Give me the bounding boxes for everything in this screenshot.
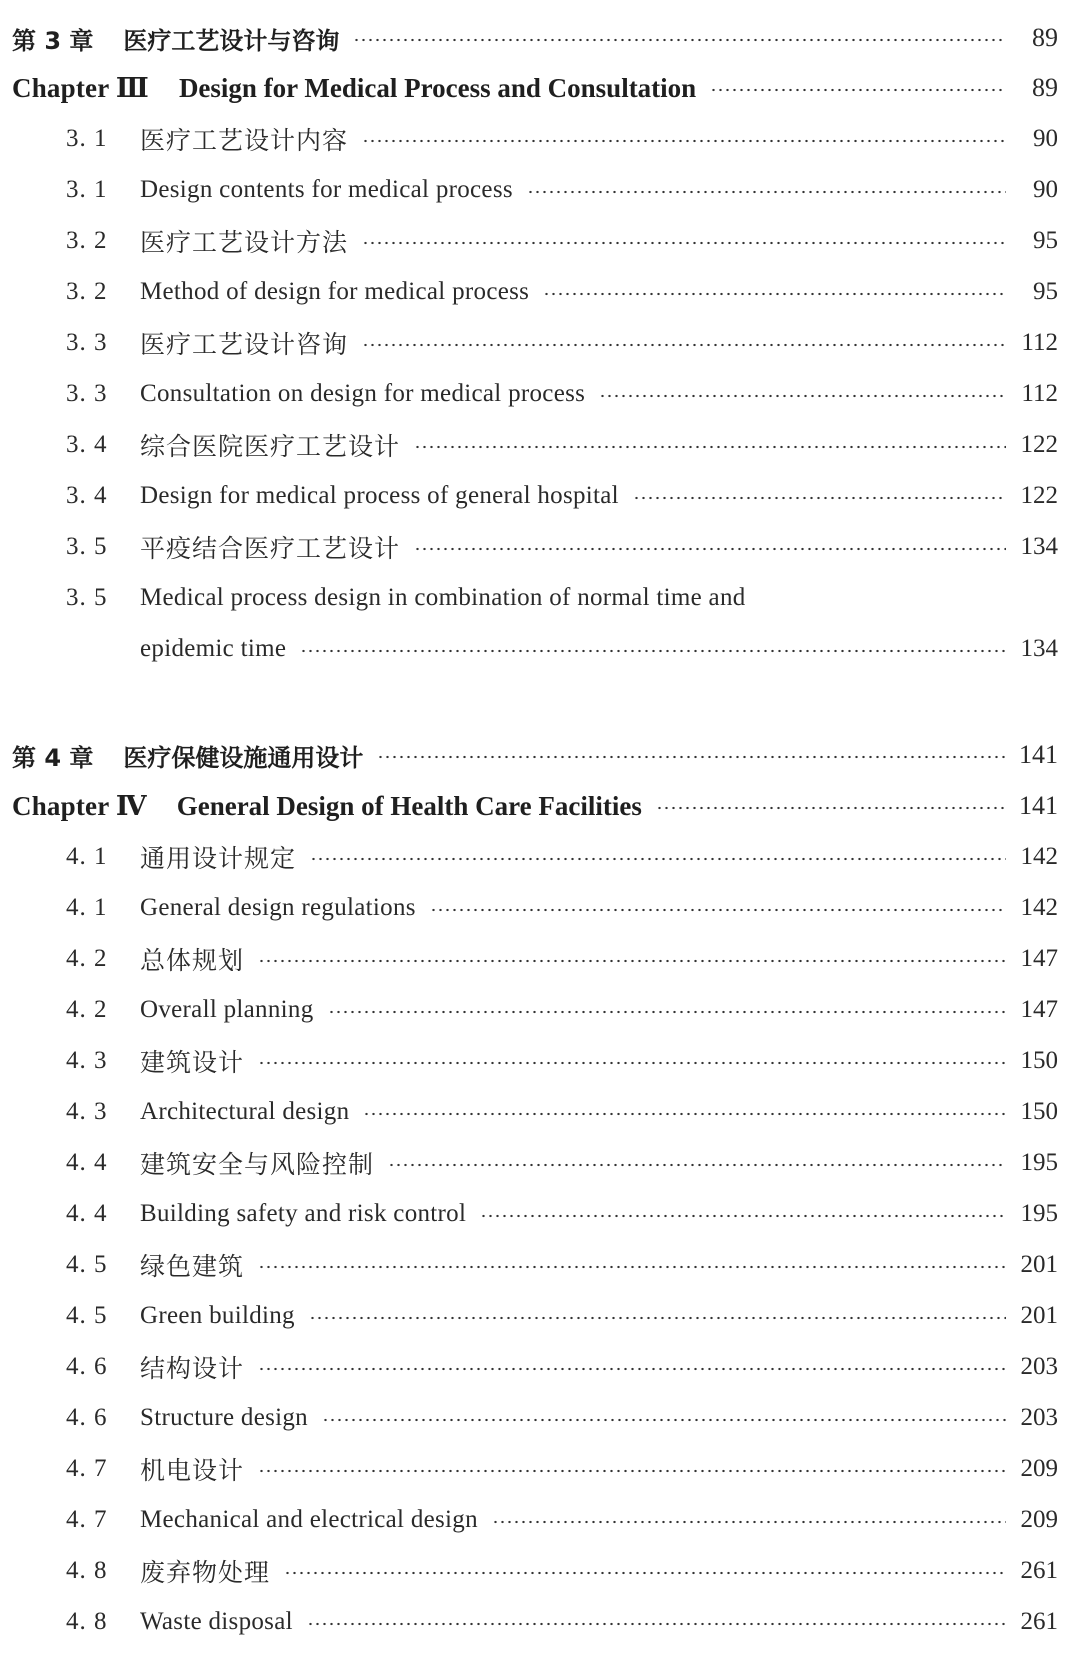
dot-leader [353,38,1006,42]
page-number: 122 [1020,482,1058,509]
section-number: 4. 1 [66,894,108,921]
page-number: 90 [1033,125,1058,152]
chapter-4-zh-entry [0,733,1080,777]
chapter-label: 第 3 章 [12,26,94,55]
section-title: 综合医院医疗工艺设计 [140,432,401,461]
section-title: 通用设计规定 [140,844,297,873]
section-3-3-zh [0,321,1080,365]
dot-leader [430,908,1006,912]
section-title: Medical process design in combination of normal time and [140,584,746,611]
section-title: Architectural design [140,1098,350,1125]
chapter-label: Chapter Ⅲ [12,72,149,103]
section-3-1-zh [0,117,1080,161]
section-title: Method of design for medical process [140,278,530,305]
section-number: 3. 1 [66,125,108,152]
section-number: 4. 5 [66,1302,108,1329]
chapter-title: 医疗保健设施通用设计 [123,743,364,772]
chapter-3-zh-entry [0,16,1080,60]
page-number: 150 [1020,1047,1058,1074]
section-title: 机电设计 [140,1456,245,1485]
section-number: 4. 5 [66,1251,108,1278]
page-number: 147 [1020,945,1058,972]
section-title: Structure design [140,1404,308,1431]
chapter-title: 医疗工艺设计与咨询 [123,26,340,55]
section-number: 4. 2 [66,996,108,1023]
section-3-4-zh [0,423,1080,467]
section-4-6-en [0,1396,1080,1440]
section-number: 4. 6 [66,1353,108,1380]
section-number: 4. 8 [66,1557,108,1584]
page-number: 195 [1020,1149,1058,1176]
page-number: 89 [1032,73,1058,102]
section-number: 4. 3 [66,1047,108,1074]
section-4-7-en [0,1498,1080,1542]
dot-leader [362,241,1006,245]
page-number: 147 [1020,996,1058,1023]
section-title: 医疗工艺设计方法 [140,228,349,257]
dot-leader [310,857,1006,861]
page-number: 89 [1032,23,1058,52]
section-number: 3. 1 [66,176,108,203]
page-number: 141 [1019,740,1058,769]
chapter-4-en-entry [0,784,1080,828]
page-number: 261 [1020,1608,1058,1635]
dot-leader [300,649,1006,653]
dot-leader [377,755,1006,759]
dot-leader [258,1265,1006,1269]
dot-leader [656,806,1006,810]
dot-leader [363,1112,1006,1116]
dot-leader [527,190,1006,194]
section-number: 4. 4 [66,1149,108,1176]
section-4-4-en [0,1192,1080,1236]
page-number: 203 [1020,1404,1058,1431]
section-number: 3. 5 [66,533,108,560]
chapter-label: 第 4 章 [12,743,94,772]
section-title: Waste disposal [140,1608,293,1635]
section-number: 4. 1 [66,843,108,870]
section-3-2-zh [0,219,1080,263]
dot-leader [480,1214,1006,1218]
section-3-2-en [0,270,1080,314]
section-number: 3. 3 [66,380,108,407]
page-number: 134 [1020,533,1058,560]
dot-leader [362,139,1006,143]
section-title: Green building [140,1302,295,1329]
section-title: Design for medical process of general hospital [140,482,619,509]
section-4-7-zh [0,1447,1080,1491]
section-number: 3. 3 [66,329,108,356]
section-4-8-zh [0,1549,1080,1593]
page-number: 134 [1020,635,1058,662]
section-title: 绿色建筑 [140,1252,245,1281]
section-title-continuation: epidemic time [140,635,287,662]
section-title: 建筑安全与风险控制 [140,1150,375,1179]
dot-leader [492,1520,1006,1524]
page-number: 95 [1033,278,1058,305]
page-number: 95 [1033,227,1058,254]
section-number: 3. 2 [66,227,108,254]
section-4-5-en [0,1294,1080,1338]
section-4-6-zh [0,1345,1080,1389]
chapter-label: Chapter Ⅳ [12,790,147,821]
dot-leader [258,1469,1006,1473]
section-4-8-en [0,1600,1080,1644]
section-number: 4. 7 [66,1506,108,1533]
section-3-3-en [0,372,1080,416]
section-3-4-en [0,474,1080,518]
section-4-2-zh [0,937,1080,981]
section-number: 4. 8 [66,1608,108,1635]
page-number: 90 [1033,176,1058,203]
section-3-5-en [0,576,1080,620]
dot-leader [362,343,1006,347]
page-number: 142 [1020,894,1058,921]
section-title: Building safety and risk control [140,1200,467,1227]
dot-leader [328,1010,1006,1014]
section-title: 医疗工艺设计内容 [140,126,349,155]
dot-leader [258,959,1006,963]
section-title: Consultation on design for medical process [140,380,586,407]
dot-leader [309,1316,1006,1320]
dot-leader [710,88,1006,92]
page-number: 203 [1020,1353,1058,1380]
section-4-3-zh [0,1039,1080,1083]
section-title: 废弃物处理 [140,1558,271,1587]
page-number: 195 [1020,1200,1058,1227]
dot-leader [322,1418,1006,1422]
section-title: 结构设计 [140,1354,245,1383]
dot-leader [414,445,1006,449]
section-4-4-zh [0,1141,1080,1185]
section-3-1-en [0,168,1080,212]
section-4-1-zh [0,835,1080,879]
section-title: Overall planning [140,996,314,1023]
page-number: 122 [1020,431,1058,458]
section-number: 4. 2 [66,945,108,972]
section-number: 4. 4 [66,1200,108,1227]
page-number: 261 [1020,1557,1058,1584]
section-3-5-zh [0,525,1080,569]
dot-leader [633,496,1006,500]
chapter-3-en-entry [0,66,1080,110]
dot-leader [414,547,1006,551]
page-number: 201 [1020,1251,1058,1278]
page-number: 141 [1019,791,1058,820]
section-number: 3. 2 [66,278,108,305]
chapter-title: Design for Medical Process and Consultation [178,72,697,103]
section-number: 4. 7 [66,1455,108,1482]
page-number: 112 [1021,380,1058,407]
section-title: Design contents for medical process [140,176,513,203]
page-number: 150 [1020,1098,1058,1125]
section-title: 建筑设计 [140,1048,245,1077]
section-number: 3. 4 [66,431,108,458]
dot-leader [388,1163,1006,1167]
page-number: 209 [1020,1455,1058,1482]
page-number: 142 [1020,843,1058,870]
section-title: 总体规划 [140,946,245,975]
dot-leader [258,1061,1006,1065]
dot-leader [307,1622,1006,1626]
section-title: 医疗工艺设计咨询 [140,330,349,359]
dot-leader [543,292,1006,296]
section-4-1-en [0,886,1080,930]
section-4-5-zh [0,1243,1080,1287]
chapter-title: General Design of Health Care Facilities [176,790,642,821]
section-4-2-en [0,988,1080,1032]
section-3-5-en-continuation [0,627,1080,671]
page-number: 209 [1020,1506,1058,1533]
section-number: 3. 5 [66,584,108,611]
section-title: 平疫结合医疗工艺设计 [140,534,401,563]
dot-leader [599,394,1006,398]
dot-leader [258,1367,1006,1371]
section-title: Mechanical and electrical design [140,1506,478,1533]
dot-leader [284,1571,1006,1575]
section-number: 4. 6 [66,1404,108,1431]
page-number: 112 [1021,329,1058,356]
section-4-3-en [0,1090,1080,1134]
section-number: 4. 3 [66,1098,108,1125]
section-number: 3. 4 [66,482,108,509]
page-number: 201 [1020,1302,1058,1329]
section-title: General design regulations [140,894,416,921]
